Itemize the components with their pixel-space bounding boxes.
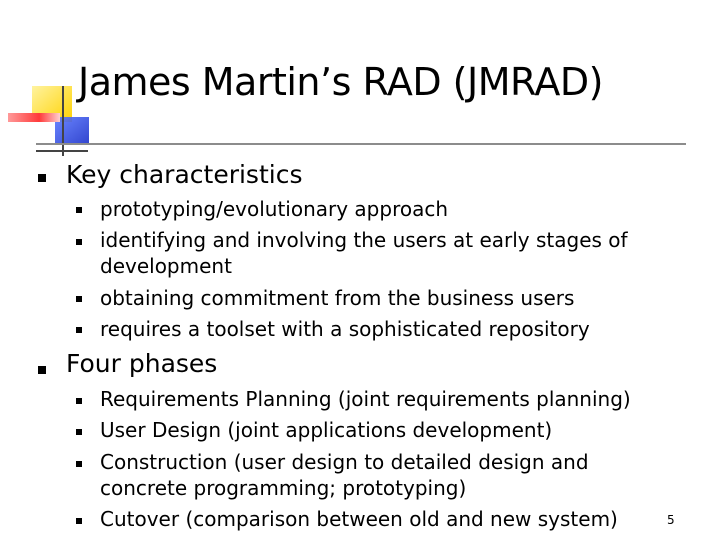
section-heading: Key characteristics <box>66 160 303 189</box>
square-bullet-icon <box>76 207 82 213</box>
section-heading: Four phases <box>66 349 218 378</box>
list-item: Construction (user design to detailed design and <box>100 450 589 474</box>
square-bullet-icon <box>76 518 82 524</box>
list-item: identifying and involving the users at early stages of <box>100 228 628 252</box>
square-bullet-icon <box>76 327 82 333</box>
list-item: requires a toolset with a sophisticated repository <box>100 317 590 341</box>
square-bullet-icon <box>76 239 82 245</box>
list-item: obtaining commitment from the business users <box>100 286 575 310</box>
square-bullet-icon <box>76 461 82 467</box>
list-item: Cutover (comparison between old and new system) <box>100 507 618 531</box>
list-item-continuation: concrete programming; prototyping) <box>100 476 467 500</box>
square-bullet-icon <box>76 398 82 404</box>
page-number: 5 <box>667 513 675 527</box>
list-item: Requirements Planning (joint requirements planning) <box>100 387 631 411</box>
square-bullet-icon <box>76 296 82 302</box>
square-bullet-icon <box>76 429 82 435</box>
square-bullet-icon <box>38 174 46 182</box>
slide-title: James Martin’s RAD (JMRAD) <box>78 60 603 104</box>
list-item: prototyping/evolutionary approach <box>100 197 449 221</box>
square-bullet-icon <box>38 366 46 374</box>
list-item: User Design (joint applications development) <box>100 418 553 442</box>
list-item-continuation: development <box>100 254 232 278</box>
title-divider <box>36 143 686 145</box>
